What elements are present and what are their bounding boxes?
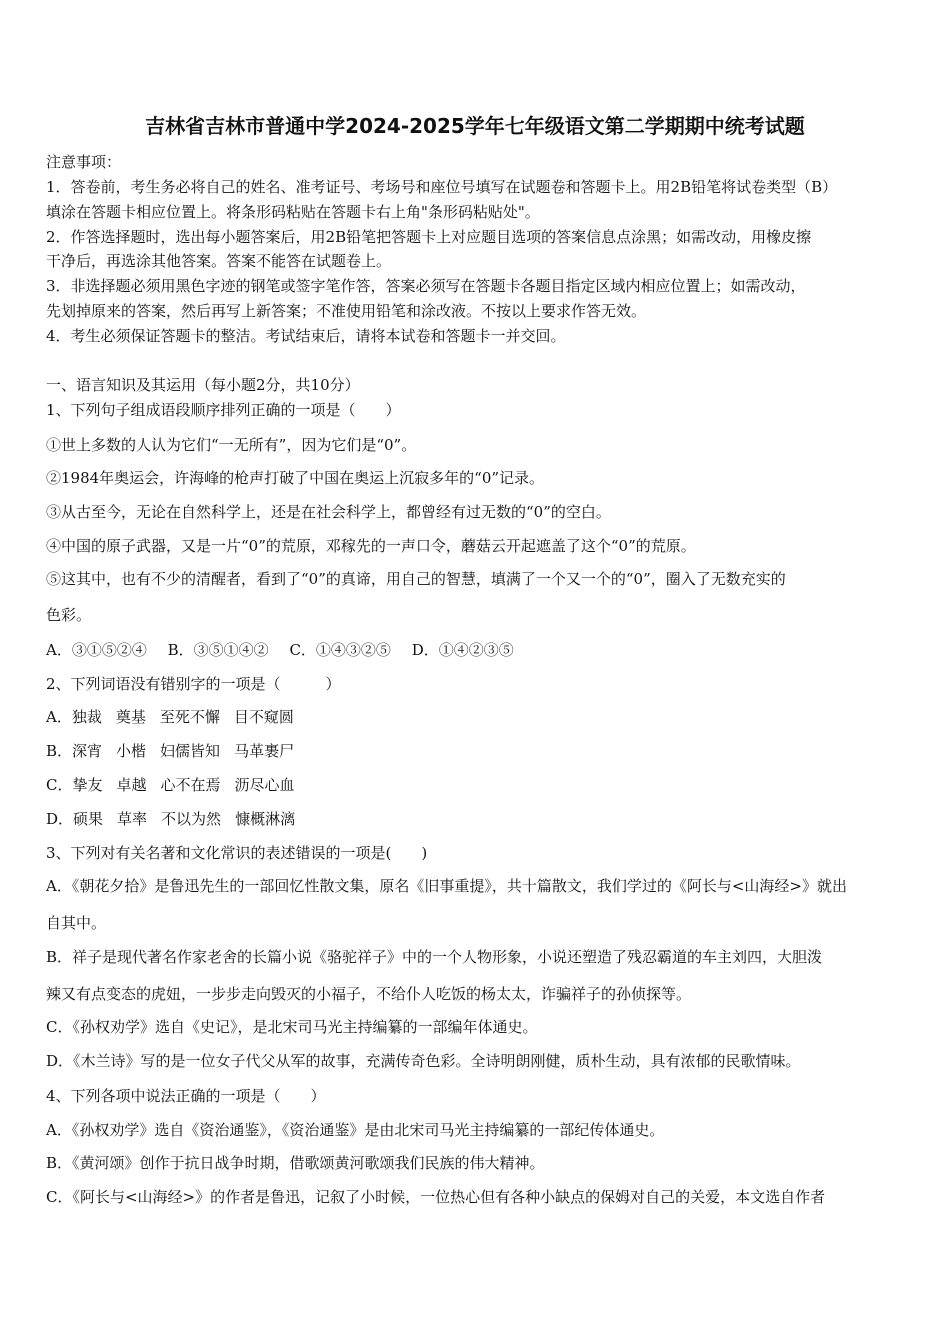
question-1-stem: 1、下列句子组成语段顺序排列正确的一项是（ ） bbox=[46, 401, 401, 419]
option-a[interactable]: A．《朝花夕拾》是鲁迅先生的一部回忆性散文集，原名《旧事重提》，共十篇散文，我们学过的《阿长与<山海经>》就出 bbox=[46, 877, 847, 895]
option-word: 目不窥圆 bbox=[233, 708, 294, 726]
question-1-sentence: ①世上多数的人认为它们“一无所有”，因为它们是“0”。 bbox=[46, 436, 417, 454]
notice-heading: 注意事项： bbox=[46, 153, 122, 171]
option-c[interactable]: C．《孙权劝学》选自《史记》，是北宋司马光主持编纂的一部编年体通史。 bbox=[46, 1018, 538, 1036]
question-4-stem: 4、下列各项中说法正确的一项是（ ） bbox=[46, 1087, 326, 1105]
option-a[interactable]: A．③①⑤②④ bbox=[46, 641, 147, 659]
option-a[interactable] bbox=[46, 706, 308, 728]
question-3-stem: 3、下列对有关名著和文化常识的表述错误的一项是( ) bbox=[46, 844, 428, 862]
option-word: 奠基 bbox=[115, 708, 146, 726]
notice-line: 先划掉原来的答案，然后再写上新答案；不准使用铅笔和涂改液。不按以上要求作答无效。 bbox=[46, 302, 647, 320]
notice-line: 3．非选择题必须用黑色字迹的钢笔或签字笔作答，答案必须写在答题卡各题目指定区域内相应位置上；如需改动， bbox=[46, 277, 806, 295]
option-word: 沥尽心血 bbox=[234, 776, 295, 794]
question-1-sentence: ②1984年奥运会，许海峰的枪声打破了中国在奥运上沉寂多年的“0”记录。 bbox=[46, 469, 545, 487]
question-1-sentence: ④中国的原子武器，又是一片“0”的荒原，邓稼先的一声口令，蘑菇云开起遮盖了这个“0”的荒原。 bbox=[46, 537, 696, 555]
option-a[interactable]: A．《孙权劝学》选自《资治通鉴》，《资治通鉴》是由北宋司马光主持编纂的一部纪传体通史。 bbox=[46, 1121, 665, 1139]
notice-line: 4．考生必须保证答题卡的整洁。考试结束后，请将本试卷和答题卡一并交回。 bbox=[46, 327, 566, 345]
option-d[interactable] bbox=[46, 808, 309, 830]
question-1-options bbox=[46, 639, 530, 661]
option-b[interactable]: B．《黄河颂》创作于抗日战争时期，借歌颂黄河歌颂我们民族的伟大精神。 bbox=[46, 1154, 545, 1172]
option-d[interactable]: D．《木兰诗》写的是一位女子代父从军的故事，充满传奇色彩。全诗明朗刚健，质朴生动，具有浓郁的民歌情味。 bbox=[46, 1052, 801, 1070]
option-b-continued: 辣又有点变态的虎妞，一步步走向毁灭的小福子，不给仆人吃饭的杨太太，诈骗祥子的孙侦探等。 bbox=[46, 985, 692, 1003]
question-1-sentence: ⑤这其中，也有不少的清醒者，看到了“0”的真谛，用自己的智慧，填满了一个又一个的“0”，圈入了无数充实的 bbox=[46, 570, 786, 588]
notice-line: 干净后，再选涂其他答案。答案不能答在试题卷上。 bbox=[46, 252, 392, 270]
page-title: 吉林省吉林市普通中学2024-2025学年七年级语文第二学期期中统考试题 bbox=[145, 114, 805, 138]
option-word: C．挚友 bbox=[46, 776, 103, 794]
option-word: 小楷 bbox=[116, 742, 147, 760]
notice-line: 1．答卷前，考生务必将自己的姓名、准考证号、考场号和座位号填写在试题卷和答题卡上。用2B铅笔将试卷类型（B） bbox=[46, 178, 838, 196]
option-word: 不以为然 bbox=[161, 810, 222, 828]
option-word: 心不在焉 bbox=[160, 776, 221, 794]
option-word: 慷概淋漓 bbox=[235, 810, 296, 828]
question-1-sentence: ③从古至今，无论在自然科学上，还是在社会科学上，都曾经有过无数的“0”的空白。 bbox=[46, 503, 611, 521]
option-c[interactable]: C．《阿长与<山海经>》的作者是鲁迅，记叙了小时候，一位热心但有各种小缺点的保姆对自己的关爱，本文选自作者 bbox=[46, 1188, 826, 1206]
option-word: 至死不懈 bbox=[159, 708, 220, 726]
option-word: 草率 bbox=[117, 810, 148, 828]
option-c[interactable]: C．①④③②⑤ bbox=[289, 641, 391, 659]
option-a-continued: 自其中。 bbox=[46, 914, 107, 932]
option-word: 妇儒皆知 bbox=[160, 742, 221, 760]
option-c[interactable] bbox=[46, 774, 309, 796]
option-d[interactable]: D．①④②③⑤ bbox=[411, 641, 514, 659]
section-heading: 一、语言知识及其运用（每小题2分，共10分） bbox=[46, 376, 360, 394]
option-word: A．独裁 bbox=[46, 708, 102, 726]
option-b[interactable]: B．祥子是现代著名作家老舍的长篇小说《骆驼祥子》中的一个人物形象，小说还塑造了残忍霸道的车主刘四，大胆泼 bbox=[46, 948, 823, 966]
option-word: B．深宵 bbox=[46, 742, 103, 760]
notice-line: 2．作答选择题时，选出每小题答案后，用2B铅笔把答题卡上对应题目选项的答案信息点涂黑；如需改动，用橡皮擦 bbox=[46, 228, 812, 246]
option-word: 马革裹尸 bbox=[234, 742, 295, 760]
option-word: D．硕果 bbox=[46, 810, 104, 828]
option-word: 卓越 bbox=[116, 776, 147, 794]
option-b[interactable]: B．③⑤①④② bbox=[167, 641, 269, 659]
question-1-sentence: 色彩。 bbox=[46, 606, 92, 624]
option-b[interactable] bbox=[46, 740, 308, 762]
notice-line: 填涂在答题卡相应位置上。将条形码粘贴在答题卡右上角"条形码粘贴处"。 bbox=[46, 203, 540, 221]
question-2-stem: 2、下列词语没有错别字的一项是（ ） bbox=[46, 675, 341, 693]
